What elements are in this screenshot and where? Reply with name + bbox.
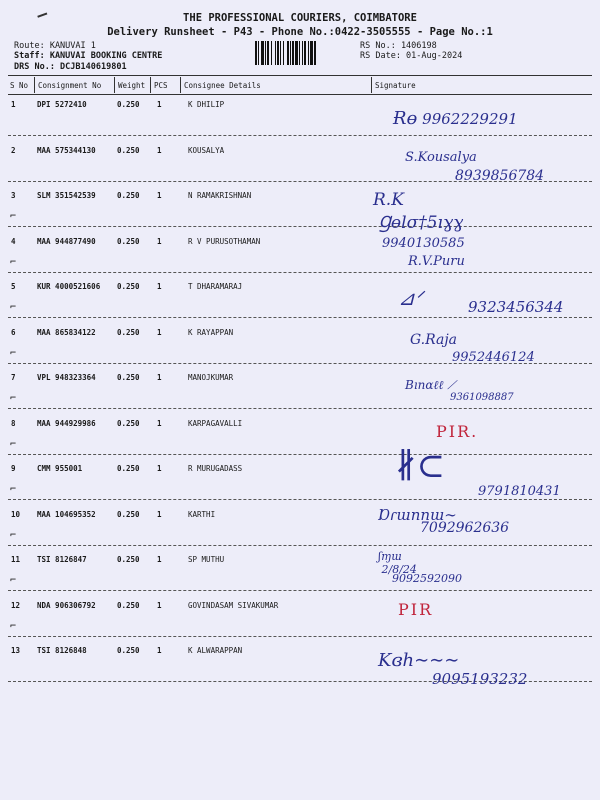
signature-row-10-number: 9791810431 [478,484,561,499]
row-sno: 2 [11,145,16,155]
row-sno: 9 [11,464,16,473]
row-consignment-no: DPI 5272410 [37,100,87,109]
row-consignee-name: MANOJKUMAR [188,373,234,382]
row-pcs: 1 [157,236,162,246]
row-divider [8,135,592,136]
row-pcs: 1 [157,464,162,473]
row-weight: 0.250 [117,282,140,291]
drs-number: DRS No.: DCJB140619801 [14,62,127,72]
signature-row-7-number: 9361098887 [450,392,514,403]
row-consignment-no: VPL 948323364 [37,373,96,382]
row-sno: 4 [11,236,16,246]
signature-row-2-number: 8939856784 [455,168,545,184]
row-consignee-name: K ALWARAPPAN [188,646,243,655]
row-consignment-no: MAA 944877490 [37,236,96,246]
row-consignment-no: MAA 944929986 [37,418,96,428]
header-top-rule [8,75,592,76]
row-weight: 0.250 [117,600,140,610]
row-divider [8,408,592,409]
row-pcs: 1 [157,509,162,519]
row-divider [8,226,592,227]
row-weight: 0.250 [117,145,140,155]
row-sno: 11 [11,555,21,564]
tick-mark-icon: ⌐ [10,302,17,313]
row-consignee-name: KOUSALYA [188,145,225,155]
row-divider [8,590,592,591]
tick-mark-icon: ⌐ [10,438,17,450]
signature-row-3: R.K Ɡɵlσ†5ıɣɣ [373,190,464,233]
row-divider [8,636,592,637]
col-divider [34,77,35,93]
row-consignment-no: TSI 8126848 [37,646,87,655]
row-consignment-no: MAA 865834122 [37,327,96,337]
staff-label: Staff: KANUVAI BOOKING CENTRE [14,51,163,61]
col-pcs: PCS [154,81,168,90]
signature-row-13-mark: Kɞh∼∼∼ [378,650,460,671]
row-pcs: 1 [157,646,162,655]
row-weight: 0.250 [117,191,140,200]
row-weight: 0.250 [117,464,140,473]
tick-mark-icon: ⌐ [10,529,17,541]
rs-date: RS Date: 01-Aug-2024 [360,51,463,61]
header-bottom-rule [8,94,592,95]
col-divider [371,77,372,93]
rs-number: RS No.: 1406198 [360,41,437,51]
tick-mark-icon: ⌐ [10,484,17,495]
row-consignee-name: N RAMAKRISHNAN [188,191,252,200]
row-consignment-no: MAA 575344130 [37,145,96,155]
row-weight: 0.250 [117,373,140,382]
row-pcs: 1 [157,600,162,610]
row-consignee-name: K DHILIP [188,100,225,109]
signature-row-7: Bınαℓℓ ⟋ [405,378,456,392]
row-sno: 5 [11,282,16,291]
signature-row-4-number: 9940130585 [382,236,465,251]
row-pcs: 1 [157,418,162,428]
signature-row-13-number: 9095193232 [432,670,528,688]
row-divider [8,454,592,455]
row-sno: 1 [11,100,16,109]
barcode [255,41,355,65]
runsheet-subtitle: Delivery Runsheet - P43 - Phone No.:0422-3505555 - Page No.:1 [107,26,493,38]
row-sno: 6 [11,327,16,337]
signature-row-9: ∦⊂ [395,446,446,486]
row-weight: 0.250 [117,100,140,109]
tick-mark-icon: ⌐ [10,575,17,586]
row-consignment-no: SLM 351542539 [37,191,96,200]
signature-row-5-number: 9323456344 [468,298,564,316]
row-pcs: 1 [157,282,162,291]
row-consignee-name: KARTHI [188,509,216,519]
row-divider [8,317,592,318]
pir-mark-row-8: PIR. [436,422,479,441]
tick-mark-icon: ⌐ [10,393,17,404]
route-label: Route: KANUVAI 1 [14,41,96,51]
row-consignment-no: MAA 104695352 [37,509,96,519]
row-sno: 13 [11,646,21,655]
row-consignment-no: TSI 8126847 [37,555,87,564]
row-weight: 0.250 [117,646,140,655]
row-weight: 0.250 [117,509,140,519]
col-consignment: Consignment No [38,81,102,90]
signature-row-6-name: G.Raja [410,332,458,348]
signature-row-10-mark: Ɒɾɯnnɯ∼ [378,506,457,524]
row-divider [8,499,592,500]
row-consignment-no: KUR 4000521606 [37,282,101,291]
row-pcs: 1 [157,145,162,155]
row-pcs: 1 [157,191,162,200]
row-pcs: 1 [157,327,162,337]
row-consignee-name: K RAYAPPAN [188,327,234,337]
row-sno: 12 [11,600,21,610]
row-weight: 0.250 [117,236,140,246]
signature-row-1: Ɍɵ 9962229291 [393,108,518,129]
company-title: THE PROFESSIONAL COURIERS, COIMBATORE [183,12,417,24]
tick-mark-icon: ⌐ [10,347,17,359]
row-sno: 8 [11,418,16,428]
row-consignee-name: SP MUTHU [188,555,225,564]
row-consignment-no: NDA 906306792 [37,600,96,610]
row-divider [8,272,592,273]
row-pcs: 1 [157,555,162,564]
col-weight: Weight [118,81,146,90]
row-consignment-no: CMM 955001 [37,464,83,473]
col-divider [150,77,151,93]
row-weight: 0.250 [117,418,140,428]
pir-mark-row-12: PIR [398,600,434,619]
row-consignee-name: R V PURUSOTHAMAN [188,236,261,246]
row-consignee-name: KARPAGAVALLI [188,418,243,428]
signature-row-11-mark: ʃɱɯ 2/8/24 [378,550,417,576]
row-sno: 7 [11,373,16,382]
row-consignee-name: GOVINDASAM SIVAKUMAR [188,600,279,610]
signature-row-2-name: S.Kousalya [405,150,477,165]
row-pcs: 1 [157,373,162,382]
signature-row-11-number: 9092592090 [392,572,462,585]
col-sno: S No [10,81,29,90]
row-sno: 3 [11,191,16,200]
col-divider [114,77,115,93]
signature-row-6-number: 9952446124 [452,350,535,365]
row-consignee-name: R MURUGADASS [188,464,243,473]
col-signature: Signature [375,81,416,90]
row-sno: 10 [11,509,21,519]
punch-mark-icon [37,12,48,21]
row-consignee-name: T DHARAMARAJ [188,282,243,291]
row-pcs: 1 [157,100,162,109]
tick-mark-icon: ⌐ [10,211,17,222]
signature-row-4-name: R.V.Puru [408,254,465,269]
row-weight: 0.250 [117,327,140,337]
row-divider [8,545,592,546]
col-consignee: Consignee Details [184,81,261,90]
row-weight: 0.250 [117,555,140,564]
col-divider [180,77,181,93]
tick-mark-icon: ⌐ [10,620,17,632]
tick-mark-icon: ⌐ [10,256,17,268]
signature-row-10-extra: 7092962636 [420,520,510,536]
signature-row-5-mark: ⊿ᐟ [398,286,424,310]
